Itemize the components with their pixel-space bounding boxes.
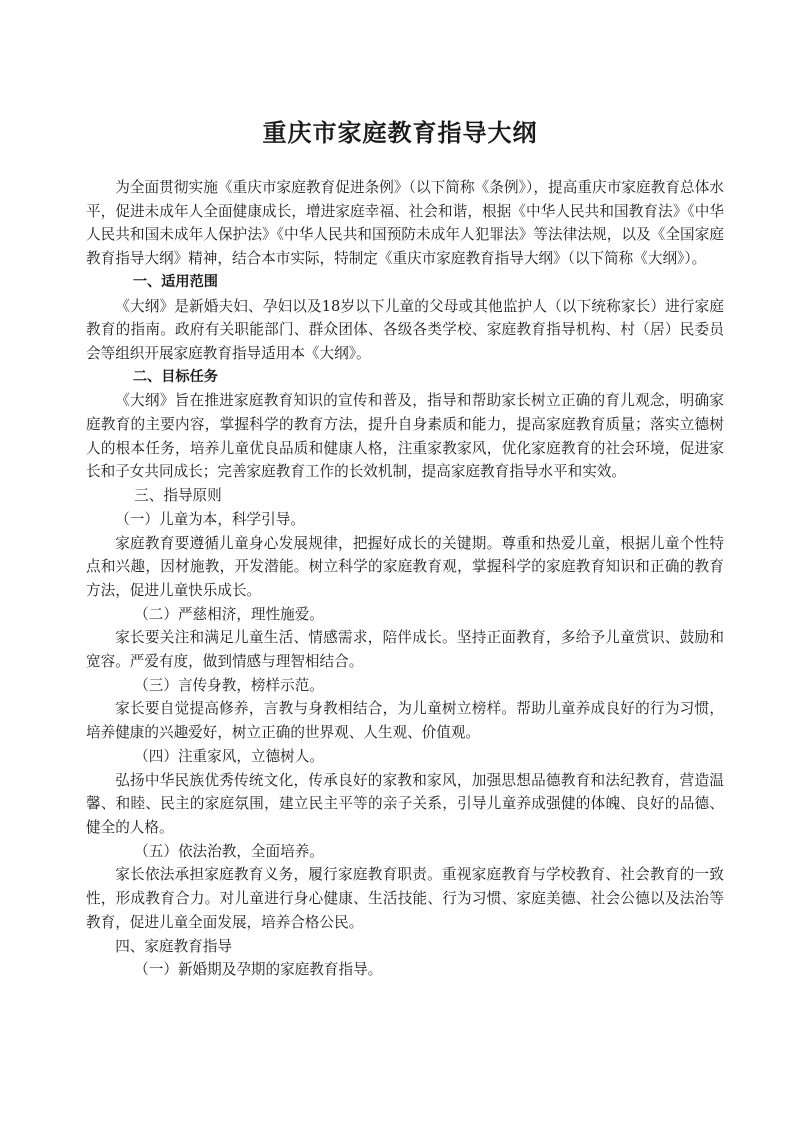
page-title: 重庆市家庭教育指导大纲 (262, 119, 538, 147)
goals-paragraph: 《大纲》旨在推进家庭教育知识的宣传和普及，指导和帮助家长树立正确的育儿观念，明确家庭教育的主要内容，掌握科学的教育方法，提升自身素质和能力，提高家庭教育质量；落实立德树人的根本任务，培养儿童优良品质和健康人格，注重家教家风，优化家庭教育的社会环境，促进家长和子女共同成长；完善家庭教育工作的长效机制，提高家庭教育指导水平和实效。 (86, 392, 724, 481)
principle-2-title: （二）严慈相济，理性施爱。 (134, 605, 324, 623)
principle-2-text: 家长要关注和满足儿童生活、情感需求，陪伴成长。坚持正面教育，多给予儿童赏识、鼓励和宽容。严爱有度，做到情感与理智相结合。 (86, 629, 724, 671)
principle-3-text: 家长要自觉提高修养，言教与身教相结合，为儿童树立榜样。帮助儿童养成良好的行为习惯，培养健康的兴趣爱好，树立正确的世界观、人生观、价值观。 (86, 700, 724, 742)
section-heading-principles: 三、指导原则 (134, 487, 222, 505)
scope-paragraph: 《大纲》是新婚夫妇、孕妇以及18岁以下儿童的父母或其他监护人（以下统称家长）进行家庭教育的指南。政府有关职能部门、群众团体、各级各类学校、家庭教育指导机构、村（居）民委员会等组织开展家庭教育指导适用本《大纲》。 (86, 297, 724, 362)
principle-1-title: （一）儿童为本，科学引导。 (115, 510, 305, 528)
principle-3-title: （三）言传身教，榜样示范。 (134, 676, 324, 694)
guidance-1-title: （一）新婚期及孕期的家庭教育指导。 (134, 961, 383, 979)
principle-4-title: （四）注重家风，立德树人。 (134, 747, 324, 765)
section-heading-goals: 二、目标任务 (132, 368, 218, 385)
principle-5-title: （五）依法治教，全面培养。 (134, 842, 324, 860)
section-heading-scope: 一、适用范围 (132, 273, 218, 290)
intro-paragraph: 为全面贯彻实施《重庆市家庭教育促进条例》（以下简称《条例》），提高重庆市家庭教育总体水平，促进未成年人全面健康成长，增进家庭幸福、社会和谐，根据《中华人民共和国教育法》《中华人民共和国未成年人保护法》《中华人民共和国预防未成年人犯罪法》等法律法规，以及《全国家庭教育指导大纲》精神，结合本市实际，特制定《重庆市家庭教育指导大纲》（以下简称《大纲》）。 (86, 179, 724, 268)
document-body (86, 176, 724, 982)
principle-5-text: 家长依法承担家庭教育义务，履行家庭教育职责。重视家庭教育与学校教育、社会教育的一致性，形成教育合力。对儿童进行身心健康、生活技能、行为习惯、家庭美德、社会公德以及法治等教育，促进儿童全面发展，培养合格公民。 (86, 866, 724, 931)
principle-1-text: 家庭教育要遵循儿童身心发展规律，把握好成长的关键期。尊重和热爱儿童，根据儿童个性特点和兴趣，因材施教，开发潜能。树立科学的家庭教育观，掌握科学的家庭教育知识和正确的教育方法，促进儿童快乐成长。 (86, 534, 724, 599)
principle-4-text: 弘扬中华民族优秀传统文化，传承良好的家教和家风，加强思想品德教育和法纪教育，营造温馨、和睦、民主的家庭氛围，建立民主平等的亲子关系，引导儿童养成强健的体魄、良好的品德、健全的人格。 (86, 771, 724, 836)
section-heading-guidance: 四、家庭教育指导 (115, 937, 232, 955)
